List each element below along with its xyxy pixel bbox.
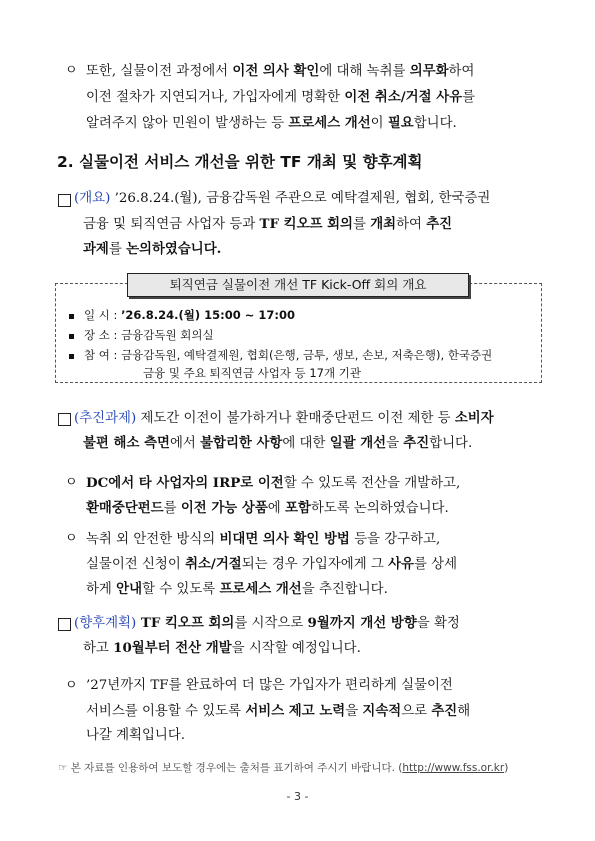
checkbox-square-icon (58, 194, 71, 207)
task2-line-3: 하게 안내할 수 있도록 프로세스 개선을 추진합니다. (86, 581, 388, 597)
task1-line-2: 환매중단펀드를 이전 가능 상품에 포함하도록 논의하였습니다. (86, 500, 449, 516)
checkbox-square-icon (58, 618, 71, 631)
bullet-circle-icon: ㅇ (65, 475, 78, 490)
plan-bullet-line-2: 서비스를 이용할 수 있도록 서비스 제고 노력을 지속적으로 추진해 (86, 703, 471, 719)
citation-footnote: ☞ 본 자료를 인용하여 보도할 경우에는 출처를 표기하여 주시기 바랍니다. (http://www.fss.or.kr) (58, 762, 509, 774)
square-bullet-icon (69, 354, 74, 359)
meeting-attendees-row-2: 금융 및 주요 퇴직연금 사업자 등 17개 기관 (143, 366, 361, 380)
bullet-circle-icon: ㅇ (65, 531, 78, 546)
overview-line-2: 금융 및 퇴직연금 사업자 등과 TF 킥오프 회의를 개최하여 추진 (83, 216, 453, 232)
intro-line-3: 알려주지 않아 민원이 발생하는 등 프로세스 개선이 필요합니다. (86, 115, 457, 131)
intro-line-2: 이전 절차가 지연되거나, 가입자에게 명확한 이전 취소/거절 사유를 (86, 89, 476, 105)
meeting-overview-title: 퇴직연금 실물이전 개선 TF Kick-Off 회의 개요 (127, 273, 469, 297)
meeting-attendees-row: 참 여 : 금융감독원, 예탁결제원, 협회(은행, 금투, 생보, 손보, 저축은행), 한국증권 (84, 348, 493, 362)
intro-line-1: 또한, 실물이전 과정에서 이전 의사 확인에 대해 녹취를 의무화하여 (86, 63, 475, 79)
meeting-date-row: 일 시 : ’26.8.24.(월) 15:00 ~ 17:00 (84, 308, 296, 322)
tasks-line-2: 불편 해소 측면에서 불합리한 사항에 대한 일괄 개선을 추진합니다. (83, 435, 473, 451)
fss-website-link[interactable]: http://www.fss.or.kr (402, 762, 505, 774)
plan-bullet-line-3: 나갈 계획입니다. (86, 728, 186, 743)
task2-line-1: 녹취 외 안전한 방식의 비대면 의사 확인 방법 등을 강구하고, (86, 531, 441, 547)
pointing-hand-icon: ☞ (58, 762, 68, 774)
section-heading: 2. 실물이전 서비스 개선을 위한 TF 개최 및 향후계획 (57, 153, 423, 171)
square-bullet-icon (69, 334, 74, 339)
task1-line-1: DC에서 타 사업자의 IRP로 이전할 수 있도록 전산을 개발하고, (86, 475, 461, 491)
plan-line-1: (향후계획) TF 킥오프 회의를 시작으로 9월까지 개선 방향을 확정 (74, 615, 460, 631)
square-bullet-icon (69, 314, 74, 319)
tasks-line-1: (추진과제) 제도간 이전이 불가하거나 환매중단펀드 이전 제한 등 소비자 (74, 410, 494, 426)
plan-line-2: 하고 10월부터 전산 개발을 시작할 예정입니다. (83, 640, 361, 656)
bullet-circle-icon: ㅇ (65, 63, 78, 78)
overview-line-1: (개요) ’26.8.24.(월), 금융감독원 주관으로 예탁결제원, 협회, 한국증권 (74, 191, 491, 206)
overview-line-3: 과제를 논의하였습니다. (83, 241, 222, 257)
bullet-circle-icon: ㅇ (65, 678, 78, 693)
plan-bullet-line-1: ’27년까지 TF를 완료하여 더 많은 가입자가 편리하게 실물이전 (86, 678, 453, 693)
page-number: - 3 - (286, 790, 309, 803)
task2-line-2: 실물이전 신청이 취소/거절되는 경우 가입자에게 그 사유를 상세 (86, 556, 458, 572)
meeting-place-row: 장 소 : 금융감독원 회의실 (84, 328, 214, 342)
checkbox-square-icon (58, 413, 71, 426)
